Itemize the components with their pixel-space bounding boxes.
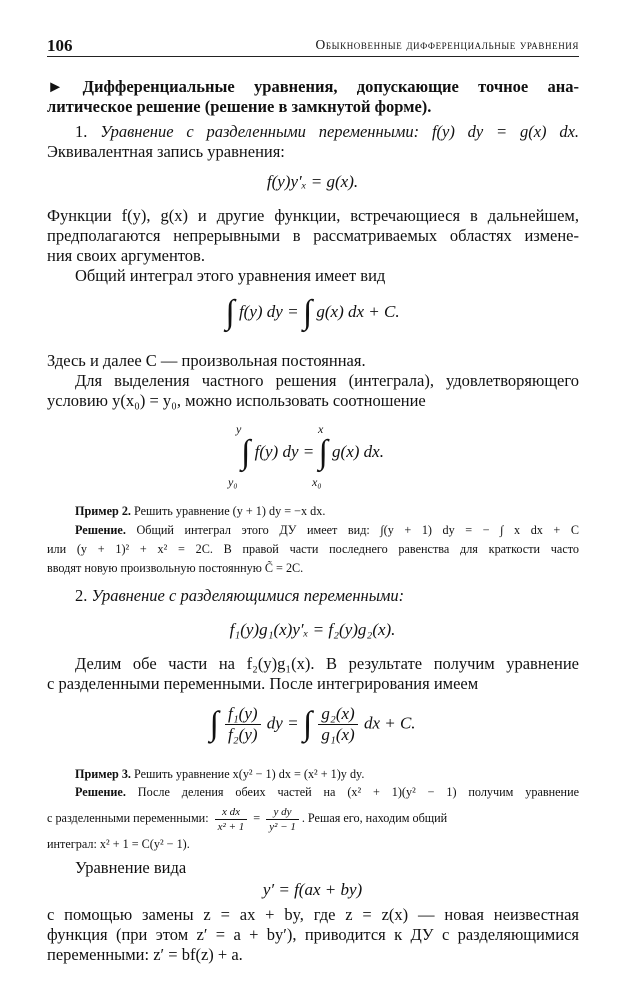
item1-para1-line2: предполагаются непрерывными в рассматриваемых областях измене- xyxy=(47,226,579,245)
page-number: 106 xyxy=(47,36,73,55)
integral-sign-icon: ∫ xyxy=(225,294,235,331)
fraction-numerator: x dx xyxy=(215,805,248,820)
fraction-denominator: x² + 1 xyxy=(217,820,245,833)
section-title-text1: Дифференциальные уравнения, допускающие точное ана- xyxy=(82,77,579,96)
fraction-x-over-x2plus1 xyxy=(215,805,248,834)
running-title: Обыкновенные дифференциальные уравнения xyxy=(315,37,579,52)
example3-solution-label: Решение. xyxy=(75,785,126,799)
example3-solution-line1 xyxy=(75,784,579,800)
item1-line2: Эквивалентная запись уравнения: xyxy=(47,142,285,161)
running-header xyxy=(47,30,579,57)
item3-para-line1: с помощью замены z = ax + by, где z = z(x) — новая неизвестная xyxy=(47,905,579,924)
separable-integral-formula xyxy=(0,704,625,745)
definite-integral-formula xyxy=(0,434,625,472)
example3-statement xyxy=(75,766,579,782)
example3-line2-post: . Решая его, находим общий xyxy=(301,811,448,825)
separable-mid-text: dy = xyxy=(266,713,299,733)
section-title-line1 xyxy=(47,77,579,97)
item1-name: Уравнение с разделенными переменными: xyxy=(100,122,420,141)
example2-solution-line1 xyxy=(75,522,579,538)
equals-sign: = xyxy=(253,811,261,825)
item2-name: Уравнение с разделяющимися переменными: xyxy=(91,586,405,605)
item2-para1-line1: Делим обе части на f₂(y)g₁(x). В результате получим уравнение xyxy=(75,654,579,673)
item2-number: 2. xyxy=(75,586,88,605)
fraction-denominator: y² − 1 xyxy=(269,820,296,833)
fraction-denominator: g₁(x) xyxy=(321,725,355,744)
example2-text: Решить уравнение (y + 1) dy = −x dx. xyxy=(134,504,326,518)
general-integral-lhs: f(y) dy = xyxy=(238,301,299,321)
item1-para4-line1: Для выделения частного решения (интеграла), удовлетворяющего xyxy=(75,371,579,390)
integral-sign-icon: ∫ xyxy=(302,705,313,743)
item1-para1-line3: ния своих аргументов. xyxy=(47,246,205,265)
item1-para2: Общий интеграл этого уравнения имеет вид xyxy=(75,266,386,285)
item3-line1: Уравнение вида xyxy=(75,858,187,877)
integral-sign-icon: ∫ xyxy=(318,434,328,471)
example3-solution-line3: интеграл: x² + 1 = C(y² − 1). xyxy=(47,837,190,851)
limit-upper-y: y xyxy=(236,422,242,436)
item3-formula: y′ = f(ax + by) xyxy=(262,880,363,899)
item1-para3: Здесь и далее C — произвольная постоянная. xyxy=(47,351,366,370)
example2-solution-line2: или (y + 1)² + x² = 2C. В правой части последнего равенства для краткости часто xyxy=(47,542,579,556)
item2-para1-line2: с разделенными переменными. После интегрирования имеем xyxy=(47,674,479,693)
example2-solution-line3: вводят новую произвольную постоянную C̃ = 2C. xyxy=(47,561,304,575)
item1-para4-line2: условию y(x₀) = y₀, можно использовать соотношение xyxy=(47,391,426,410)
section-title-line2: литическое решение (решение в замкнутой форме). xyxy=(47,97,432,116)
item2-heading xyxy=(75,586,579,606)
fraction-f1-over-f2 xyxy=(225,704,261,745)
example2-solution-text1: Общий интеграл этого ДУ имеет вид: ∫(y + 1) dy = − ∫ x dx + C xyxy=(136,523,579,537)
item1-equation: f(y) dy = g(x) dx. xyxy=(431,122,580,141)
fraction-numerator: g₂(x) xyxy=(318,704,357,725)
fraction-numerator: y dy xyxy=(266,805,299,820)
example3-solution-line2 xyxy=(47,801,579,835)
example3-text: Решить уравнение x(y² − 1) dx = (x² + 1)y dy. xyxy=(134,767,365,781)
item3-para-line2: функция (при этом z′ = a + by′), приводится к ДУ с разделяющимися xyxy=(47,925,579,944)
definite-integral-lhs: f(y) dy = xyxy=(254,441,315,461)
example2-solution-label: Решение. xyxy=(75,523,126,537)
item1-heading xyxy=(75,122,579,142)
section-marker-icon: ► xyxy=(47,77,64,96)
definite-integral-rhs: g(x) dx. xyxy=(332,441,384,461)
integral-sign-icon: ∫ xyxy=(302,294,313,331)
separable-end-text: dx + C. xyxy=(363,713,416,733)
example2-statement xyxy=(75,503,579,519)
example3-line2-pre: с разделенными переменными: xyxy=(47,811,209,825)
item1-formula: f(y)y′ₓ = g(x). xyxy=(266,172,359,191)
limit-lower-y0: y₀ xyxy=(228,475,238,489)
fraction-denominator: f₂(y) xyxy=(228,725,258,744)
fraction-y-over-y2minus1 xyxy=(266,805,299,834)
limit-upper-x: x xyxy=(318,422,324,436)
example2-label: Пример 2. xyxy=(75,504,131,518)
fraction-g2-over-g1 xyxy=(318,704,357,745)
general-integral-formula xyxy=(0,294,625,332)
item1-number: 1. xyxy=(75,122,88,141)
integral-sign-icon: ∫ xyxy=(209,705,219,743)
example3-label: Пример 3. xyxy=(75,767,131,781)
limit-lower-x0: x₀ xyxy=(312,475,322,489)
integral-sign-icon: ∫ xyxy=(241,434,251,471)
example3-solution-text1: После деления обеих частей на (x² + 1)(y² − 1) получим уравнение xyxy=(137,785,580,799)
fraction-numerator: f₁(y) xyxy=(225,704,261,725)
general-integral-rhs: g(x) dx + C. xyxy=(316,301,400,321)
item1-para1-line1: Функции f(y), g(x) и другие функции, встречающиеся в дальнейшем, xyxy=(47,206,579,225)
item3-para-line3: переменными: z′ = bf(z) + a. xyxy=(47,945,243,964)
item2-formula: f₁(y)g₁(x)y′ₓ = f₂(y)g₂(x). xyxy=(229,620,396,639)
